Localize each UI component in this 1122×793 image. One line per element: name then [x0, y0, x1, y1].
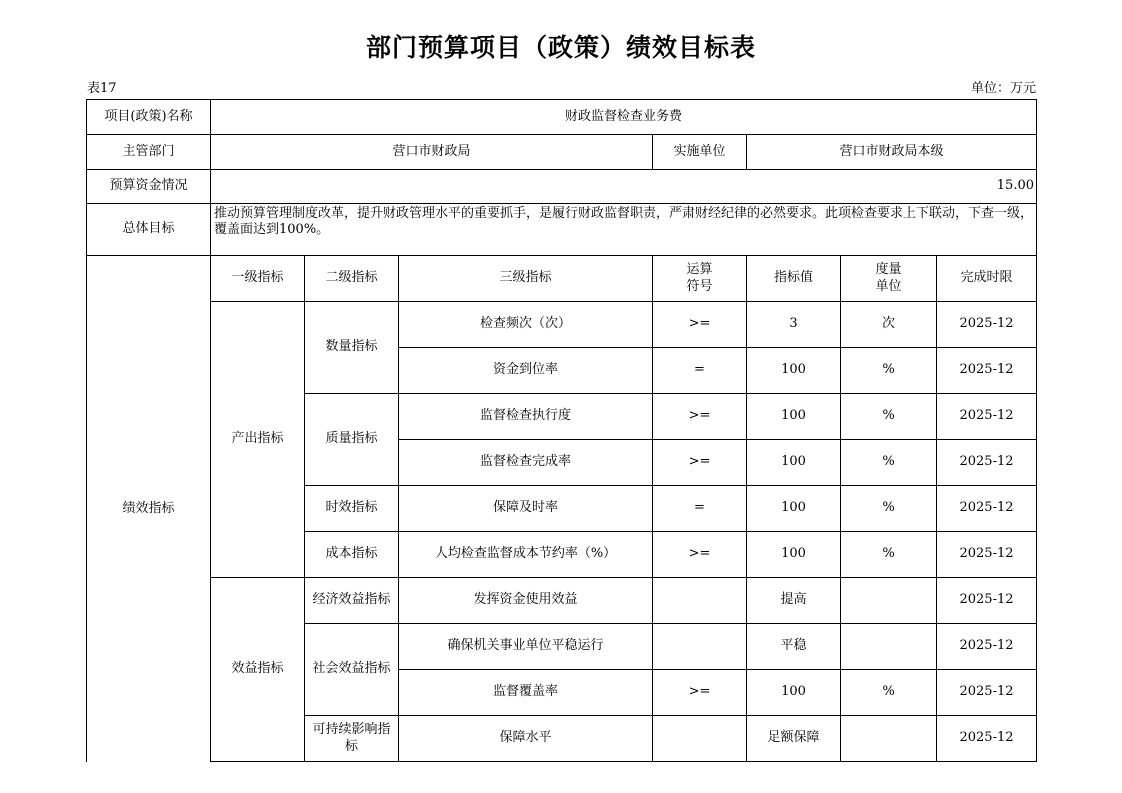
indicator-value: 100 — [747, 532, 841, 578]
header-level2: 二级指标 — [305, 256, 399, 302]
header-value: 指标值 — [747, 256, 841, 302]
indicator-op: = — [653, 486, 747, 532]
performance-table — [86, 99, 1037, 762]
subgroup-sustainable: 可持续影响指标 — [305, 716, 399, 762]
unit-label: 单位：万元 — [970, 81, 1036, 96]
goal-value: 推动预算管理制度改革，提升财政管理水平的重要抓手，是履行财政监督职责，严肃财经纪律的必然要求。此项检查要求上下联动，下查一级，覆盖面达到100%。 — [211, 204, 1037, 256]
subgroup-quantity: 数量指标 — [305, 302, 399, 394]
indicator-deadline: 2025-12 — [937, 348, 1037, 394]
indicator-unit — [841, 578, 937, 624]
indicator-name: 监督检查执行度 — [399, 394, 653, 440]
project-name-label: 项目(政策)名称 — [87, 100, 211, 135]
indicator-unit — [841, 716, 937, 762]
subgroup-economic: 经济效益指标 — [305, 578, 399, 624]
table-row — [87, 302, 1037, 348]
indicator-op: >= — [653, 440, 747, 486]
indicator-name: 人均检查监督成本节约率（%） — [399, 532, 653, 578]
budget-label: 预算资金情况 — [87, 170, 211, 204]
indicator-deadline: 2025-12 — [937, 578, 1037, 624]
budget-value: 15.00 — [211, 170, 1037, 204]
header-unit: 度量 单位 — [841, 256, 937, 302]
indicator-value: 100 — [747, 394, 841, 440]
indicator-unit: % — [841, 394, 937, 440]
indicator-name: 保障及时率 — [399, 486, 653, 532]
indicator-name: 资金到位率 — [399, 348, 653, 394]
indicator-unit: % — [841, 440, 937, 486]
page-title: 部门预算项目（政策）绩效目标表 — [365, 33, 756, 62]
indicator-deadline: 2025-12 — [937, 532, 1037, 578]
indicator-value: 提高 — [747, 578, 841, 624]
indicator-unit: % — [841, 532, 937, 578]
indicator-deadline: 2025-12 — [937, 716, 1037, 762]
indicator-name: 发挥资金使用效益 — [399, 578, 653, 624]
header-deadline: 完成时限 — [937, 256, 1037, 302]
impl-unit-value: 营口市财政局本级 — [747, 135, 1037, 170]
header-level3: 三级指标 — [399, 256, 653, 302]
project-name-value: 财政监督检查业务费 — [211, 100, 1037, 135]
indicator-op — [653, 578, 747, 624]
indicator-value: 3 — [747, 302, 841, 348]
indicator-value: 100 — [747, 348, 841, 394]
header-op: 运算 符号 — [653, 256, 747, 302]
header-level1: 一级指标 — [211, 256, 305, 302]
indicator-unit: % — [841, 670, 937, 716]
indicator-name: 监督检查完成率 — [399, 440, 653, 486]
group-output: 产出指标 — [211, 302, 305, 578]
indicator-unit — [841, 624, 937, 670]
indicator-name: 确保机关事业单位平稳运行 — [399, 624, 653, 670]
indicator-value: 100 — [747, 670, 841, 716]
indicator-unit: % — [841, 348, 937, 394]
indicator-deadline: 2025-12 — [937, 670, 1037, 716]
indicator-op — [653, 624, 747, 670]
indicator-op: >= — [653, 532, 747, 578]
table-row — [87, 578, 1037, 624]
indicator-name: 检查频次（次） — [399, 302, 653, 348]
subgroup-social: 社会效益指标 — [305, 624, 399, 716]
subgroup-cost: 成本指标 — [305, 532, 399, 578]
indicator-unit: % — [841, 486, 937, 532]
dept-value: 营口市财政局 — [211, 135, 653, 170]
impl-unit-label: 实施单位 — [653, 135, 747, 170]
group-benefit: 效益指标 — [211, 578, 305, 762]
indicator-op: = — [653, 348, 747, 394]
indicator-unit: 次 — [841, 302, 937, 348]
dept-label: 主管部门 — [87, 135, 211, 170]
indicator-op: >= — [653, 670, 747, 716]
indicator-op: >= — [653, 394, 747, 440]
subgroup-quality: 质量指标 — [305, 394, 399, 486]
indicator-value: 平稳 — [747, 624, 841, 670]
indicator-deadline: 2025-12 — [937, 624, 1037, 670]
indicator-name: 监督覆盖率 — [399, 670, 653, 716]
indicator-op: >= — [653, 302, 747, 348]
indicator-value: 100 — [747, 486, 841, 532]
subgroup-timeliness: 时效指标 — [305, 486, 399, 532]
goal-label: 总体目标 — [87, 204, 211, 256]
indicator-value: 100 — [747, 440, 841, 486]
indicator-deadline: 2025-12 — [937, 440, 1037, 486]
table-number: 表17 — [87, 81, 117, 96]
perf-label: 绩效指标 — [87, 256, 211, 762]
indicator-name: 保障水平 — [399, 716, 653, 762]
indicator-deadline: 2025-12 — [937, 302, 1037, 348]
indicator-deadline: 2025-12 — [937, 486, 1037, 532]
indicator-value: 足额保障 — [747, 716, 841, 762]
indicator-op — [653, 716, 747, 762]
indicator-deadline: 2025-12 — [937, 394, 1037, 440]
